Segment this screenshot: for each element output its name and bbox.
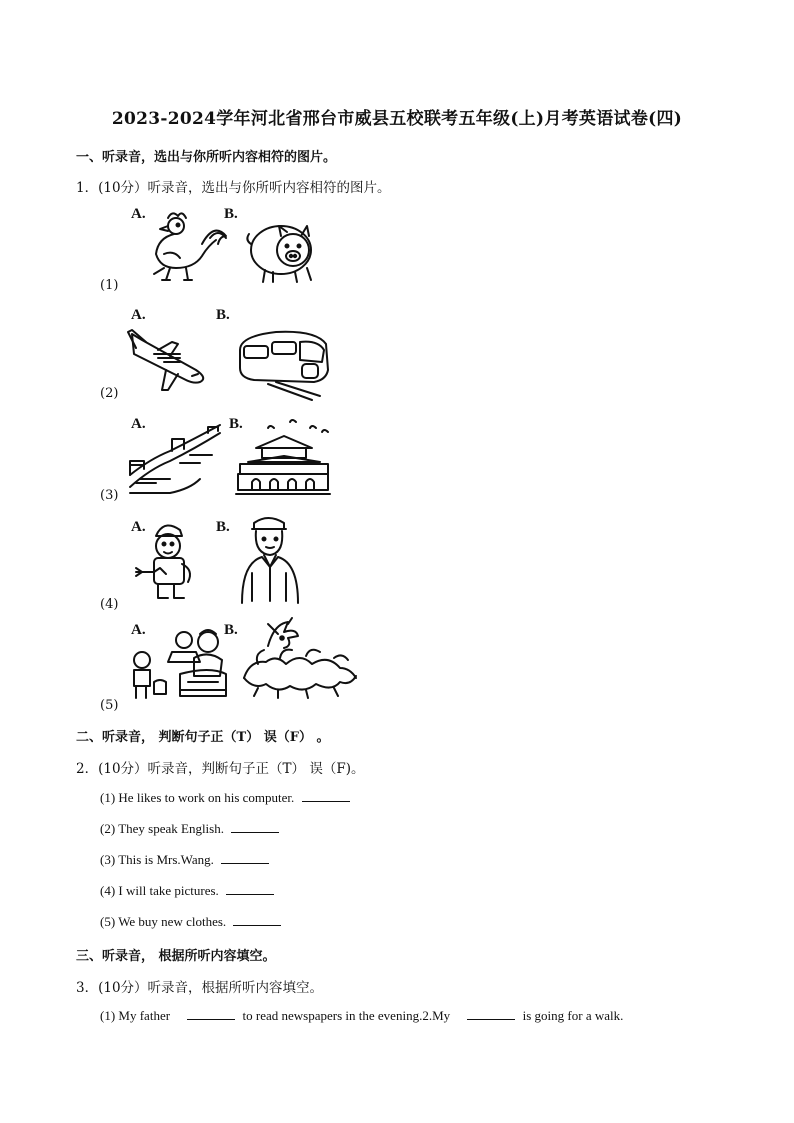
worker-icon	[134, 518, 200, 606]
answer-blank[interactable]	[221, 852, 269, 864]
option-b-label: B.	[224, 206, 238, 222]
row-number: (1)	[100, 278, 119, 293]
answer-blank[interactable]	[302, 790, 350, 802]
answer-blank[interactable]	[226, 883, 274, 895]
officer-icon	[238, 513, 300, 607]
option-a-label: A.	[131, 519, 146, 535]
question-2: 2．(10分）听录音，判断句子正（T） 误（F)。	[76, 761, 365, 777]
row-number: (5)	[100, 698, 119, 713]
tiananmen-icon	[236, 420, 330, 496]
airplane-icon	[128, 326, 212, 402]
answer-blank[interactable]	[467, 1008, 515, 1020]
option-a-label: A.	[131, 307, 146, 323]
family-icon	[128, 626, 230, 706]
fill-item	[100, 1008, 623, 1024]
rooster-icon	[140, 208, 230, 288]
item-number: (5)	[100, 914, 116, 929]
option-a-label: A.	[131, 622, 146, 638]
train-icon	[236, 328, 328, 400]
option-b-label: B.	[224, 622, 238, 638]
section-1-heading: 一、听录音，选出与你所听内容相符的图片。	[76, 150, 337, 165]
item-text: They speak English.	[118, 821, 224, 836]
tf-item	[100, 852, 269, 868]
item-number: (4)	[100, 883, 116, 898]
exam-title: 2023-2024学年河北省邢台市威县五校联考五年级(上)月考英语试卷(四)	[111, 109, 683, 129]
section-2-heading: 二、听录音， 判断句子正（T） 误（F） 。	[76, 730, 330, 745]
tf-item	[100, 883, 274, 899]
item-text: We buy new clothes.	[118, 914, 227, 929]
answer-blank[interactable]	[231, 821, 279, 833]
tf-item	[100, 914, 281, 930]
item-text: This is Mrs.Wang.	[118, 852, 214, 867]
section-3-heading: 三、听录音， 根据所听内容填空。	[76, 949, 276, 964]
row-number: (3)	[100, 488, 119, 503]
answer-blank[interactable]	[187, 1008, 235, 1020]
tf-item	[100, 790, 350, 806]
item-text-part3: is going for a walk.	[522, 1008, 624, 1023]
option-a-label: A.	[131, 416, 146, 432]
item-number: (1)	[100, 790, 116, 805]
tf-item	[100, 821, 279, 837]
item-text-part1: My father	[118, 1008, 171, 1023]
question-3: 3．(10分）听录音，根据所听内容填空。	[76, 980, 324, 996]
row-number: (4)	[100, 597, 119, 612]
option-b-label: B.	[216, 519, 230, 535]
item-number: (2)	[100, 821, 116, 836]
row-number: (2)	[100, 386, 119, 401]
item-text-part2: to read newspapers in the evening.2.My	[242, 1008, 451, 1023]
great-wall-icon	[128, 425, 224, 493]
answer-blank[interactable]	[233, 914, 281, 926]
item-number: (3)	[100, 852, 116, 867]
option-b-label: B.	[216, 307, 230, 323]
dragon-dance-icon	[238, 618, 362, 698]
pig-icon	[245, 214, 330, 289]
question-1: 1．(10分）听录音，选出与你所听内容相符的图片。	[76, 180, 391, 196]
item-text: He likes to work on his computer.	[118, 790, 295, 805]
option-a-label: A.	[131, 206, 146, 222]
item-number: (1)	[100, 1008, 116, 1023]
item-text: I will take pictures.	[118, 883, 219, 898]
option-b-label: B.	[229, 416, 243, 432]
